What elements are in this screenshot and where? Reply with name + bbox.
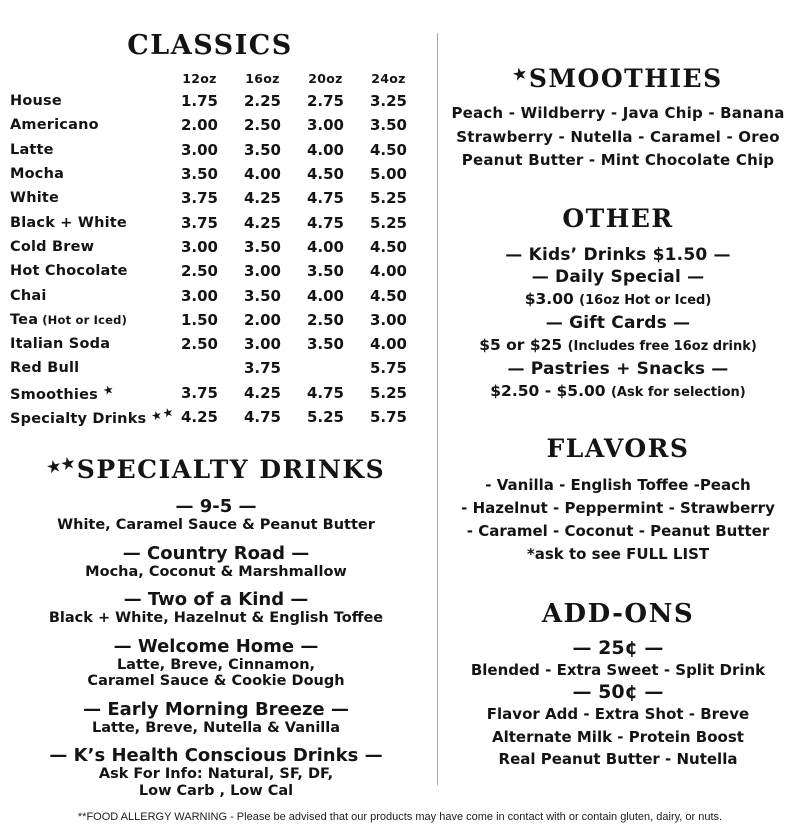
drink-name: Italian Soda	[10, 336, 111, 353]
drink-name: House	[10, 93, 62, 110]
flavors-footnote: *ask to see FULL LIST	[526, 544, 710, 563]
star-icon: ★	[101, 381, 117, 398]
addons-group	[438, 681, 798, 771]
size-header-12oz: 12oz	[182, 70, 217, 86]
addons-groups	[438, 637, 798, 771]
size-header-16oz: 16oz	[245, 70, 280, 86]
table-row	[10, 356, 437, 380]
specialty-item	[0, 699, 432, 737]
table-row	[10, 89, 437, 113]
specialty-item	[0, 589, 432, 627]
other-entry-head: — Kids’ Drinks $1.50 —	[505, 244, 731, 265]
drink-name: Smoothies	[10, 386, 98, 403]
flavors-list	[438, 474, 798, 566]
price-20oz: 4.75	[306, 213, 344, 232]
price-16oz: 3.00	[243, 335, 281, 354]
table-row	[10, 405, 437, 429]
specialty-items	[0, 496, 432, 799]
price-20oz: 5.25	[306, 408, 344, 426]
other-entry-head: — Pastries + Snacks —	[507, 358, 729, 379]
specialty-item-desc: Latte, Breve, Cinnamon,	[116, 656, 316, 673]
addons-line: Alternate Milk - Protein Boost	[492, 727, 744, 746]
specialty-item-name: — K’s Health Conscious Drinks —	[49, 745, 383, 767]
specialty-drinks-section	[0, 455, 432, 799]
other-entry-head: — Daily Special —	[531, 266, 705, 287]
price-20oz: 2.75	[306, 92, 344, 111]
price-24oz: 5.25	[369, 189, 407, 208]
drink-name: Latte	[10, 141, 54, 158]
price-24oz: 3.25	[369, 92, 407, 111]
other-entry-note: (Includes free 16oz drink)	[567, 338, 757, 354]
right-column	[438, 0, 798, 771]
price-12oz: 2.00	[180, 116, 218, 135]
price-20oz: 4.75	[306, 189, 344, 208]
other-entry-price: $3.00	[524, 289, 574, 308]
specialty-item-desc: Mocha, Coconut & Marshmallow	[85, 563, 347, 580]
price-12oz: 2.50	[180, 335, 218, 354]
table-row	[10, 113, 437, 137]
price-24oz: 5.25	[369, 383, 407, 402]
other-entry-price: $2.50 - $5.00	[490, 381, 606, 400]
drink-name: Cold Brew	[10, 238, 95, 255]
price-20oz: 4.00	[306, 140, 344, 159]
price-12oz: 3.50	[180, 165, 218, 184]
addons-line: Flavor Add - Extra Shot - Breve	[486, 705, 750, 723]
specialty-item-name: — Two of a Kind —	[123, 589, 309, 611]
table-row	[10, 235, 437, 259]
flavors-line: - Hazelnut - Peppermint - Strawberry	[461, 498, 775, 517]
price-12oz: 3.75	[180, 189, 218, 208]
table-row	[10, 186, 437, 210]
specialty-item-desc: White, Caramel Sauce & Peanut Butter	[57, 517, 375, 534]
smoothies-title-text: SMOOTHIES	[528, 64, 723, 93]
price-20oz: 3.50	[306, 262, 344, 281]
price-24oz: 5.00	[369, 165, 407, 184]
price-16oz: 4.25	[243, 189, 281, 208]
price-12oz: 3.00	[180, 140, 218, 159]
other-entry-price: $5 or $25	[479, 335, 563, 354]
price-12oz: 4.25	[180, 408, 218, 426]
price-12oz: 3.75	[180, 383, 218, 402]
price-20oz: 3.50	[306, 335, 344, 354]
price-20oz: 3.00	[306, 116, 344, 135]
price-16oz: 3.50	[243, 140, 281, 159]
table-row	[10, 332, 437, 356]
other-entry-sub	[438, 288, 798, 312]
table-row	[10, 210, 437, 234]
double-star-icon: ★★	[45, 453, 78, 477]
price-16oz: 2.25	[243, 92, 281, 111]
star-icon: ★★	[150, 404, 177, 424]
flavors-line: - Caramel - Coconut - Peanut Butter	[466, 521, 770, 540]
specialty-drinks-title	[0, 455, 432, 484]
price-16oz: 3.75	[243, 359, 281, 378]
table-row	[10, 259, 437, 283]
drink-name: Red Bull	[10, 360, 80, 377]
other-entry-sub	[438, 334, 798, 358]
price-12oz: 3.00	[180, 286, 218, 305]
price-16oz: 3.50	[243, 237, 281, 256]
price-20oz: 4.00	[306, 237, 344, 256]
other-entry-note: (Ask for selection)	[610, 384, 746, 400]
drink-note: (Hot or Iced)	[42, 312, 128, 327]
drink-name: Black + White	[10, 214, 127, 231]
specialty-item	[0, 496, 432, 534]
price-20oz: 4.50	[306, 165, 344, 184]
addons-line: Real Peanut Butter - Nutella	[498, 750, 738, 768]
specialty-item	[0, 745, 432, 799]
table-row	[10, 283, 437, 307]
price-16oz: 3.00	[243, 262, 281, 281]
specialty-item-desc: Caramel Sauce & Cookie Dough	[87, 673, 345, 690]
drink-name: Specialty Drinks	[10, 411, 147, 427]
price-20oz: 4.00	[306, 286, 344, 305]
drink-name: Tea	[10, 311, 39, 328]
drink-name: Americano	[10, 117, 99, 134]
price-16oz: 4.25	[243, 213, 281, 232]
price-20oz: 4.75	[306, 383, 344, 402]
addons-title: ADD-ONS	[541, 598, 695, 629]
other-entry-note: (16oz Hot or Iced)	[579, 292, 712, 308]
price-24oz: 5.25	[369, 213, 407, 232]
price-24oz: 4.50	[369, 237, 407, 256]
price-24oz: 3.00	[369, 310, 407, 329]
flavors-line: - Vanilla - English Toffee -Peach	[485, 475, 751, 494]
addons-line: Blended - Extra Sweet - Split Drink	[470, 660, 766, 679]
table-row	[10, 381, 437, 405]
price-24oz: 5.75	[369, 359, 407, 378]
price-16oz: 4.00	[243, 165, 281, 184]
other-title: OTHER	[562, 203, 674, 233]
specialty-item	[0, 543, 432, 581]
specialty-item-name: — 9-5 —	[175, 496, 257, 518]
specialty-item-desc: Black + White, Hazelnut & English Toffee	[48, 610, 384, 627]
star-icon: ★	[511, 63, 530, 85]
drink-name: Chai	[10, 287, 47, 304]
specialty-title-text: SPECIALTY DRINKS	[76, 455, 386, 485]
flavors-title: FLAVORS	[546, 433, 690, 463]
table-row	[10, 162, 437, 186]
specialty-item-desc: Latte, Breve, Nutella & Vanilla	[91, 719, 341, 736]
price-24oz: 4.00	[369, 262, 407, 281]
other-entry-sub	[438, 380, 798, 404]
smoothies-title	[438, 64, 798, 93]
specialty-item	[0, 636, 432, 690]
price-16oz: 2.50	[243, 116, 281, 135]
size-header-20oz: 20oz	[308, 70, 343, 86]
smoothies-line: Peach - Wildberry - Java Chip - Banana	[451, 104, 785, 122]
table-header-row	[10, 67, 437, 89]
specialty-item-name: — Welcome Home —	[113, 635, 319, 657]
smoothies-line: Peanut Butter - Mint Chocolate Chip	[461, 151, 775, 169]
other-entries	[438, 244, 798, 404]
specialty-item-desc: Ask For Info: Natural, SF, DF,	[98, 766, 334, 783]
price-24oz: 4.50	[369, 140, 407, 159]
price-24oz: 4.50	[369, 286, 407, 305]
drink-name: White	[10, 190, 60, 207]
table-row	[10, 138, 437, 162]
table-row	[10, 308, 437, 332]
price-16oz: 4.25	[243, 383, 281, 402]
smoothies-flavor-list	[438, 102, 798, 173]
specialty-item-name: — Early Morning Breeze —	[83, 698, 349, 720]
classics-title: CLASSICS	[127, 30, 293, 61]
price-16oz: 2.00	[243, 310, 281, 329]
price-12oz: 1.50	[180, 310, 218, 329]
addons-group	[438, 637, 798, 682]
price-20oz: 2.50	[306, 310, 344, 329]
classics-price-table	[0, 67, 437, 429]
addons-price-head: — 50¢ —	[572, 681, 664, 703]
price-12oz: 1.75	[180, 92, 218, 111]
price-24oz: 3.50	[369, 116, 407, 135]
price-16oz: 3.50	[243, 286, 281, 305]
drink-name: Mocha	[10, 166, 65, 183]
price-12oz: 3.75	[180, 213, 218, 232]
specialty-item-name: — Country Road —	[122, 542, 310, 564]
price-12oz: 3.00	[180, 237, 218, 256]
smoothies-line: Strawberry - Nutella - Caramel - Oreo	[456, 127, 780, 146]
specialty-item-desc: Low Carb , Low Cal	[138, 782, 294, 799]
addons-price-head: — 25¢ —	[572, 636, 664, 659]
size-header-24oz: 24oz	[371, 70, 406, 86]
price-24oz: 5.75	[369, 408, 407, 426]
price-24oz: 4.00	[369, 335, 407, 354]
price-12oz: 2.50	[180, 262, 218, 281]
price-16oz: 4.75	[243, 408, 281, 426]
allergy-warning: **FOOD ALLERGY WARNING - Please be advised that our products may have come in contact with or contain gluten, dairy, or nuts.	[77, 811, 723, 823]
other-entry-head: — Gift Cards —	[545, 312, 691, 333]
drink-name: Hot Chocolate	[10, 263, 128, 280]
